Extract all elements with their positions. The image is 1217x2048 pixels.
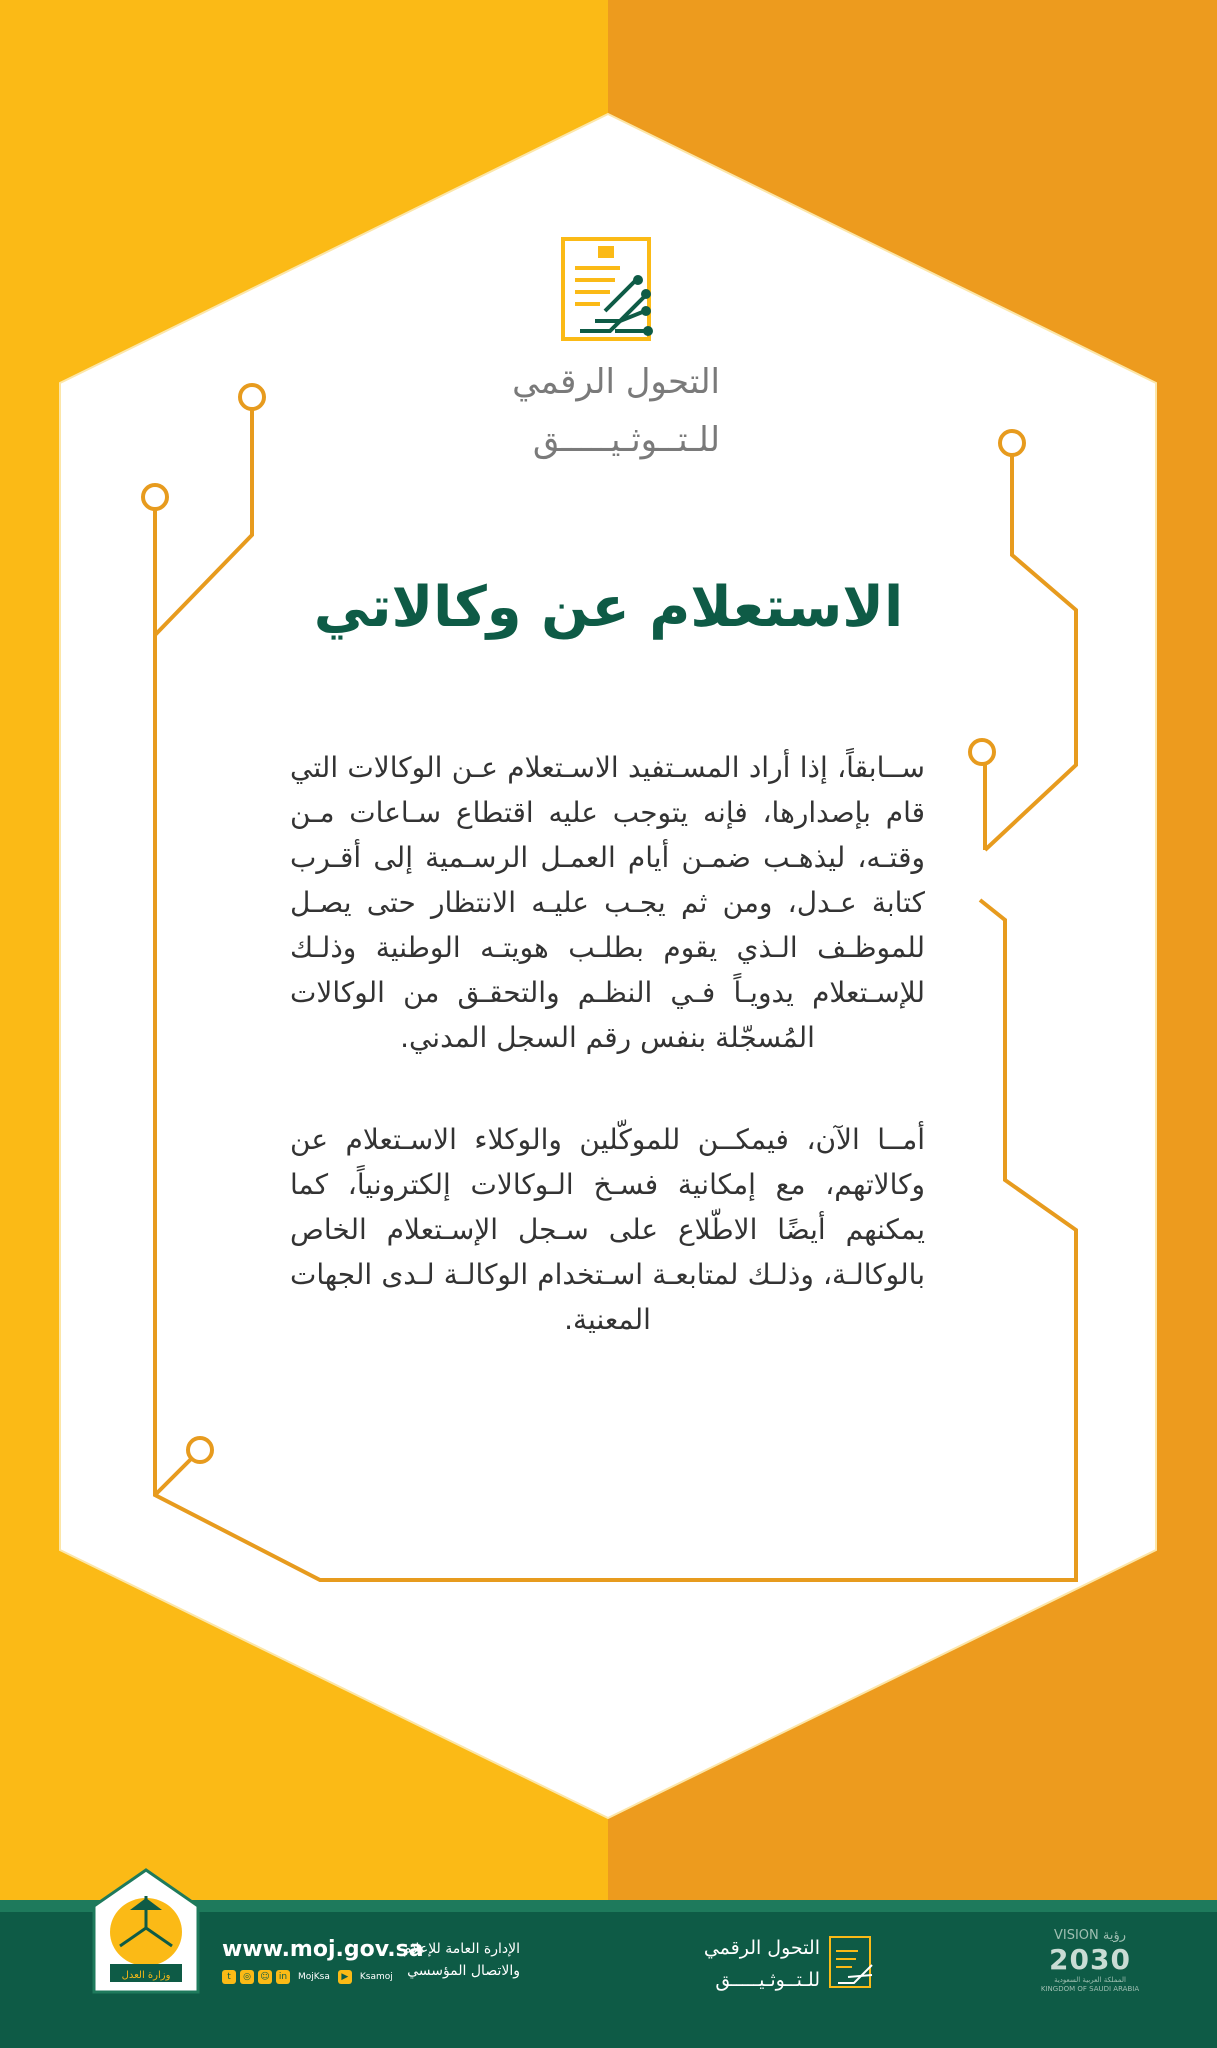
digital-notary-logo-icon — [560, 236, 660, 346]
circuit-node-icon — [188, 1438, 212, 1462]
circuit-node-icon — [970, 740, 994, 764]
footer-logo-line1: التحول الرقمي — [703, 1937, 820, 1959]
social-icons — [222, 1970, 397, 1984]
logo-text-line2: للـتــوثـيـــــق — [532, 420, 720, 460]
social-handle-2: Ksamoj — [359, 1972, 393, 1982]
vision-2030-logo — [1040, 1928, 1140, 1994]
twitter-icon[interactable]: t — [222, 1970, 236, 1984]
circuit-node-icon — [240, 385, 264, 409]
footer-logo-line2: للـتــوثـيـــــق — [715, 1969, 820, 1991]
footer-logo-text — [690, 1932, 820, 1996]
vision-year: 2030 — [1049, 1943, 1131, 1976]
paragraph-now: أمــا الآن، فيمكــن للموكّلين والوكلاء الاسـتعلام عن وكالاتهم، مع إمكانية فسـخ الـوكالات إلكترونياً، كما يمكنهم أيضًا الاطّلاع على سـجل الإسـتعلام الخاص بالوكالـة، وذلـك لمتابعـة اسـتخدام الوكالـة لـدى الجهات المعنية. — [290, 1123, 925, 1336]
logo-text-line1: التحول الرقمي — [512, 362, 720, 402]
circuit-node-icon — [143, 485, 167, 509]
linkedin-icon[interactable]: in — [276, 1970, 290, 1984]
circuit-node-icon — [1000, 431, 1024, 455]
vision-label: VISION رؤية — [1053, 1928, 1127, 1943]
instagram-icon[interactable]: ◎ — [240, 1970, 254, 1984]
page-title: الاستعلام عن وكالاتي — [313, 575, 904, 640]
youtube-icon[interactable]: ▶ — [338, 1970, 352, 1984]
vision-sub-en: KINGDOM OF SAUDI ARABIA — [1040, 1985, 1140, 1993]
social-handle-1: MojKsa — [298, 1972, 330, 1982]
website-link[interactable]: www.moj.gov.sa — [222, 1937, 424, 1962]
department-name: الإدارة العامة للإعلام والاتصال المؤسسي — [402, 1941, 520, 1979]
ministry-emblem-icon — [90, 1866, 202, 1996]
footer-notary-logo-icon — [828, 1935, 878, 1993]
snapchat-icon[interactable]: ☺ — [258, 1970, 272, 1984]
vision-sub-ar: المملكة العربية السعودية — [1054, 1976, 1126, 1984]
paragraph-previous: ســابقاً، إذا أراد المسـتفيد الاسـتعلام عـن الوكالات التي قام بإصدارها، فإنه يتوجب عليه اقتطاع سـاعات مـن وقتـه، ليذهـب ضمـن أيام العمـل الرسـمية إلى أقـرب كتابة عـدل، ومن ثم يجـب عليـه الانتظار حتى يصـل للموظـف الـذي يقوم بطلـب هويتـه الوطنية وذلـك للإسـتعلام يدويـاً فـي النظـم والتحقـق من الوكالات المُسجّلة بنفس رقم السجل المدني. — [290, 751, 925, 1054]
emblem-label: وزارة العدل — [121, 1970, 171, 1981]
